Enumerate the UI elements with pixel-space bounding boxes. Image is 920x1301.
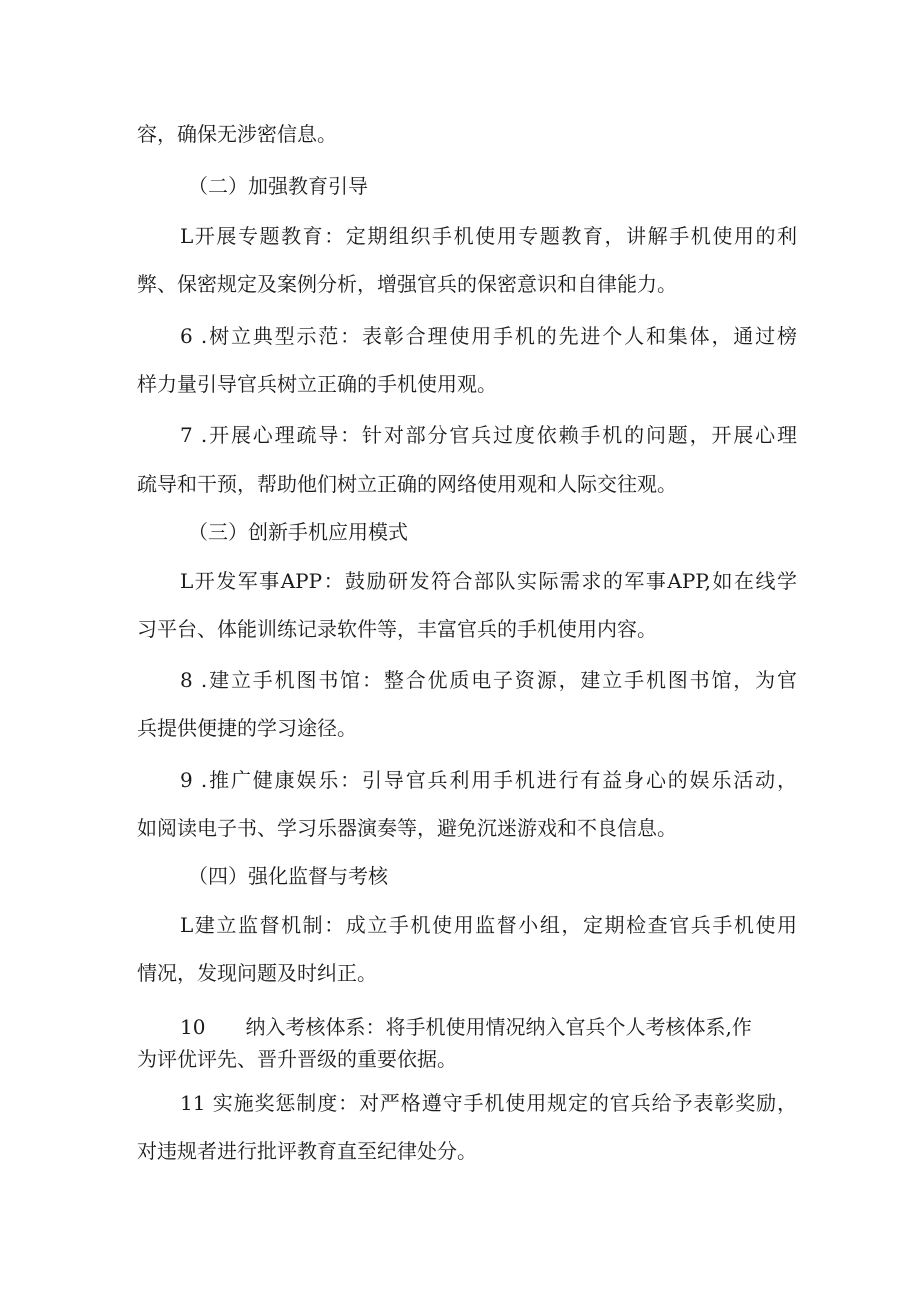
paragraph-10-number: 10: [180, 1015, 206, 1039]
paragraph-topic-education-line1: L开展专题教育：定期组织手机使用专题教育，讲解手机使用的利: [180, 224, 797, 248]
paragraph-9-line1: 9 .推广健康娱乐：引导官兵利用手机进行有益身心的娱乐活动，: [180, 768, 797, 792]
paragraph-9-line2: 如阅读电子书、学习乐器演奏等，避免沉迷游戏和不良信息。: [137, 816, 677, 840]
section-heading-3: （三）创新手机应用模式: [188, 520, 408, 544]
paragraph-military-app-line1: L开发军事APP：鼓励研发符合部队实际需求的军事APP,如在线学: [180, 569, 797, 593]
section-heading-4: （四）强化监督与考核: [188, 864, 388, 888]
paragraph-supervision-line2: 情况，发现问题及时纠正。: [137, 961, 377, 985]
paragraph-7-line1: 7 .开展心理疏导：针对部分官兵过度依赖手机的问题，开展心理: [180, 423, 797, 447]
paragraph-11-line2: 对违规者进行批评教育直至纪律处分。: [137, 1139, 477, 1163]
paragraph-8-line1: 8 .建立手机图书馆：整合优质电子资源，建立手机图书馆，为官: [180, 668, 797, 692]
paragraph-6-line1: 6 .树立典型示范：表彰合理使用手机的先进个人和集体，通过榜: [180, 324, 797, 348]
paragraph-supervision-line1: L建立监督机制：成立手机使用监督小组，定期检查官兵手机使用: [180, 913, 797, 937]
paragraph-topic-education-line2: 弊、保密规定及案例分析，增强官兵的保密意识和自律能力。: [137, 272, 677, 296]
paragraph-7-line2: 疏导和干预，帮助他们树立正确的网络使用观和人际交往观。: [137, 472, 677, 496]
paragraph-military-app-line2: 习平台、体能训练记录软件等，丰富官兵的手机使用内容。: [137, 617, 657, 641]
paragraph-10-text: 纳入考核体系：将手机使用情况纳入官兵个人考核体系,作: [245, 1015, 752, 1039]
paragraph-6-line2: 样力量引导官兵树立正确的手机使用观。: [137, 372, 497, 396]
paragraph-continuation: 容，确保无涉密信息。: [137, 122, 337, 146]
paragraph-10-line2: 为评优评先、晋升晋级的重要依据。: [137, 1047, 457, 1071]
paragraph-11-line1: 11 实施奖惩制度：对严格遵守手机使用规定的官兵给予表彰奖励，: [180, 1091, 797, 1115]
section-heading-2: （二）加强教育引导: [188, 174, 368, 198]
paragraph-10-line1: [180, 1013, 797, 1041]
paragraph-8-line2: 兵提供便捷的学习途径。: [137, 716, 357, 740]
